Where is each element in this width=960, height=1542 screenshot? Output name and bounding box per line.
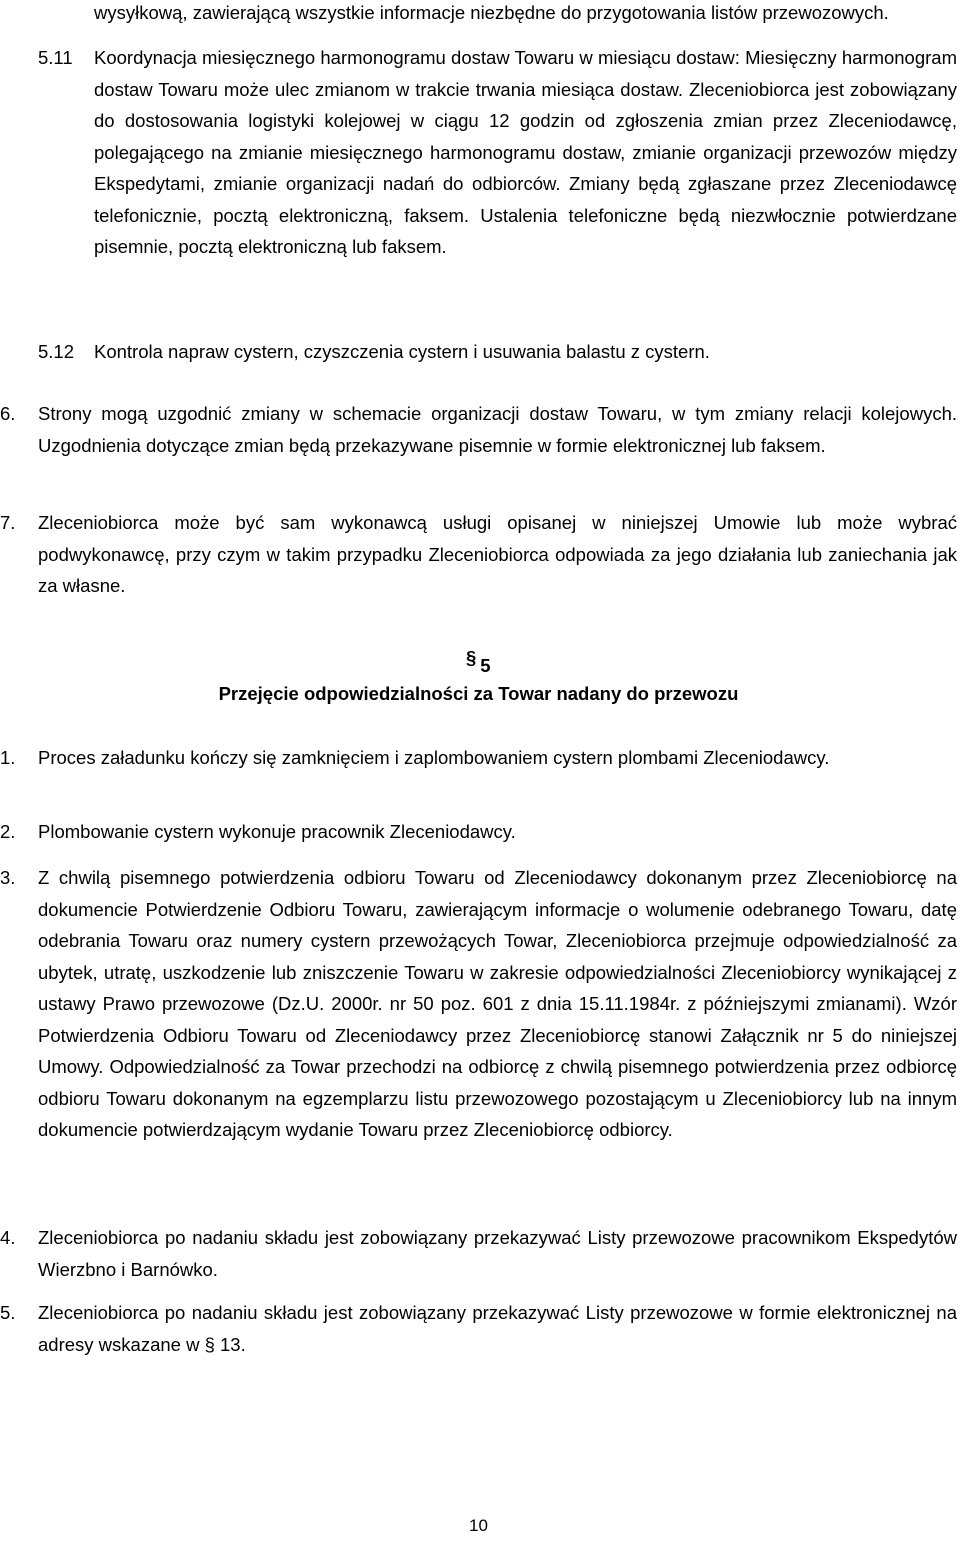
section-number: [466, 647, 491, 682]
item-number: 4.: [0, 1227, 16, 1248]
list-item-2: [0, 816, 957, 848]
item-text: Strony mogą uzgodnić zmiany w schemacie organizacji dostaw Towaru, w tym zmiany relacji kolejowych. Uzgodnienia dotyczące zmian będą przekazywane pisemnie w formie elektronicznej lub faksem.: [38, 403, 957, 456]
list-item-1: [0, 742, 957, 774]
item-number: 5.: [0, 1302, 16, 1323]
item-text: Zleceniobiorca po nadaniu składu jest zobowiązany przekazywać Listy przewozowe pracownikom Ekspedytów Wierzbno i Barnówko.: [38, 1227, 957, 1280]
item-number: 2.: [0, 821, 16, 842]
subsection-text: Koordynacja miesięcznego harmonogramu dostaw Towaru w miesiącu dostaw: Miesięczny harmonogram dostaw Towaru może ulec zmianom w trakcie trwania miesiąca dostaw. Zleceniobiorca jest zobowiązany do dostosowania logistyki kolejowej w ciągu 12 godzin od zgłoszenia zmian przez Zleceniodawcę, polegającego na zmianie miesięcznego harmonogramu dostaw, zmianie organizacji przewozów między Ekspedytami, zmianie organizacji nadań do odbiorców. Zmiany będą zgłaszane przez Zleceniodawcę telefonicznie, pocztą elektroniczną, faksem. Ustalenia telefoniczne będą niezwłocznie potwierdzane pisemnie, pocztą elektroniczną lub faksem.: [94, 47, 957, 257]
section-number-value: 5: [480, 655, 491, 676]
list-item-3: [0, 862, 957, 1146]
list-item-5: [0, 1297, 957, 1360]
item-text: Proces załadunku kończy się zamknięciem i zaplombowaniem cystern plombami Zleceniodawcy.: [38, 747, 830, 768]
list-item-7: [0, 507, 957, 602]
subsection-number: 5.11: [38, 47, 73, 68]
list-item-6: [0, 398, 957, 461]
item-number: 6.: [0, 403, 16, 424]
section-title: Przejęcie odpowiedzialności za Towar nadany do przewozu: [218, 683, 739, 704]
item-text: Plombowanie cystern wykonuje pracownik Zleceniodawcy.: [38, 821, 516, 842]
subsection-text: Kontrola napraw cystern, czyszczenia cystern i usuwania balastu z cystern.: [94, 341, 710, 362]
item-text: Z chwilą pisemnego potwierdzenia odbioru Towaru od Zleceniodawcy dokonanym przez Zleceniobiorcę na dokumencie Potwierdzenie Odbioru Towaru, zawierającym informacje o wolumenie odebranego Towaru, datę odebrania Towaru oraz numery cystern przewożących Towar, Zleceniobiorca przejmuje odpowiedzialność za ubytek, utratę, uszkodzenie lub zniszczenie Towaru w zakresie odpowiedzialności Zleceniobiorcy wynikającej z ustawy Prawo przewozowe (Dz.U. 2000r. nr 50 poz. 601 z dnia 15.11.1984r. z późniejszymi zmianami). Wzór Potwierdzenia Odbioru Towaru od Zleceniodawcy przez Zleceniobiorcę stanowi Załącznik nr 5 do niniejszej Umowy. Odpowiedzialność za Towar przechodzi na odbiorcę z chwilą pisemnego potwierdzenia przez odbiorcę odbioru Towaru dokonanym na egzemplarzu listu przewozowego pozostającym u Zleceniobiorcy lub na innym dokumencie potwierdzającym wydanie Towaru przez Zleceniobiorcę odbiorcy.: [38, 867, 957, 1140]
item-number: 7.: [0, 512, 16, 533]
item-number: 3.: [0, 867, 16, 888]
list-item-4: [0, 1222, 957, 1285]
item-text: Zleceniobiorca po nadaniu składu jest zobowiązany przekazywać Listy przewozowe w formie elektronicznej na adresy wskazane w § 13.: [38, 1302, 957, 1355]
item-number: 1.: [0, 747, 16, 768]
subsection-5-12: [38, 336, 957, 368]
continuation-paragraph: wysyłkową, zawierającą wszystkie informacje niezbędne do przygotowania listów przewozowych.: [94, 2, 889, 23]
item-text: Zleceniobiorca może być sam wykonawcą usługi opisanej w niniejszej Umowie lub może wybrać podwykonawcę, przy czym w takim przypadku Zleceniobiorca odpowiada za jego działania lub zaniechania jak za własne.: [38, 512, 957, 596]
subsection-5-11: [38, 42, 957, 263]
page-number: 10: [469, 1516, 488, 1535]
section-symbol: §: [466, 647, 477, 668]
subsection-number: 5.12: [38, 341, 75, 362]
